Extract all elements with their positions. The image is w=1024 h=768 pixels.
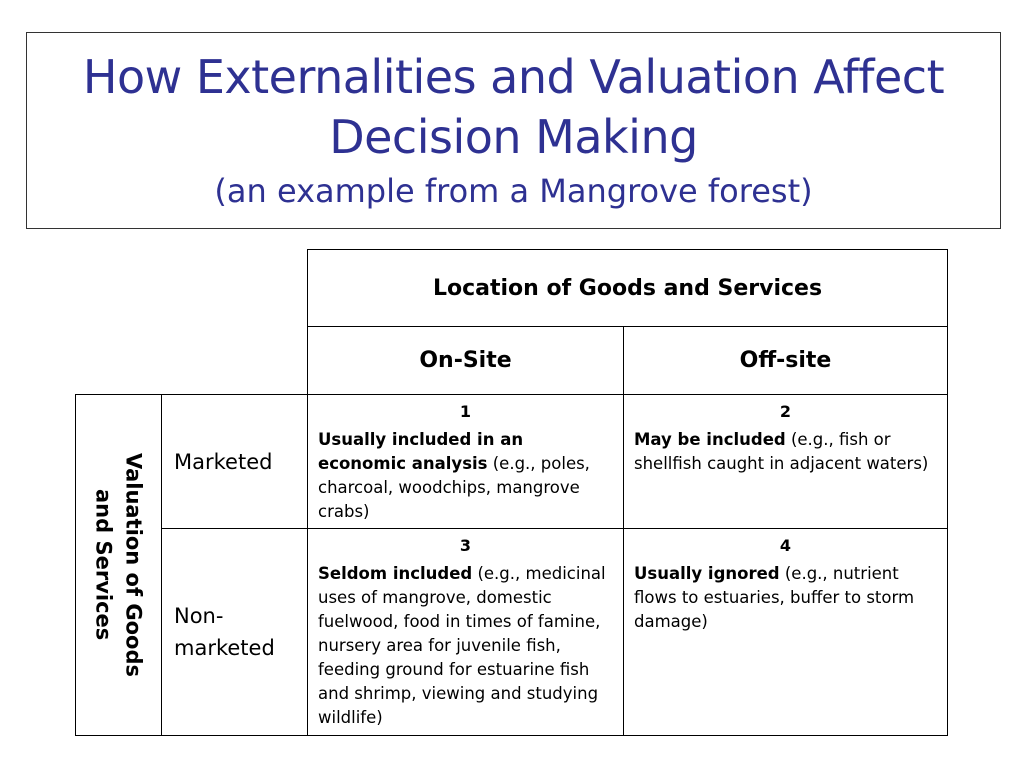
cell-text [318, 562, 613, 730]
table-cell-2 [623, 394, 948, 529]
valuation-label-cell [75, 394, 162, 736]
cell-text [634, 428, 937, 476]
table-cell-4 [623, 528, 948, 736]
slide-title-line-1: How Externalities and Valuation Affect [82, 50, 945, 104]
cell-lead-text: Seldom included [318, 564, 473, 583]
cell-number: 2 [779, 402, 792, 421]
cell-text [318, 428, 613, 524]
cell-lead-text: May be included [634, 430, 786, 449]
cell-lead-text: Usually included in an economic analysis [318, 430, 524, 473]
cell-number: 4 [779, 536, 792, 555]
column-header-onsite [307, 326, 624, 395]
location-header-label: Location of Goods and Services [432, 275, 823, 301]
slide-subtitle: (an example from a Mangrove forest) [214, 172, 813, 210]
column-header-offsite [623, 326, 948, 395]
row-label-nonmarketed-line-1: Non- [174, 604, 224, 628]
table-cell-3 [307, 528, 624, 736]
cell-number: 3 [459, 536, 472, 555]
row-label-nonmarketed-cell [161, 528, 308, 736]
valuation-label [89, 453, 149, 677]
row-label-marketed: Marketed [174, 449, 273, 474]
slide-title-line-2: Decision Making [329, 110, 698, 164]
table-cell-1 [307, 394, 624, 529]
cell-text [634, 562, 937, 634]
slide-title-box [26, 32, 1001, 229]
cell-number: 1 [459, 402, 472, 421]
cell-example-text: (e.g., fish or shellfish caught in adjacent waters) [634, 430, 929, 473]
valuation-label-line-1: Valuation of Goods [121, 452, 146, 678]
location-header-cell [307, 249, 948, 327]
valuation-label-line-2: and Services [91, 489, 116, 641]
cell-example-text: (e.g., poles, charcoal, woodchips, mangrove crabs) [318, 454, 590, 521]
cell-example-text: (e.g., nutrient flows to estuaries, buffer to storm damage) [634, 564, 915, 631]
cell-example-text: (e.g., medicinal uses of mangrove, domestic fuelwood, food in times of famine, nursery area for juvenile fish, feeding ground for estuarine fish and shrimp, viewing and studying wildlife) [318, 564, 606, 727]
row-label-nonmarketed-line-2: marketed [174, 636, 275, 660]
row-label-nonmarketed [174, 600, 275, 664]
column-header-onsite-label: On-Site [419, 348, 512, 373]
cell-lead-text: Usually ignored [634, 564, 780, 583]
row-label-marketed-cell [161, 394, 308, 529]
column-header-offsite-label: Off-site [739, 348, 832, 373]
